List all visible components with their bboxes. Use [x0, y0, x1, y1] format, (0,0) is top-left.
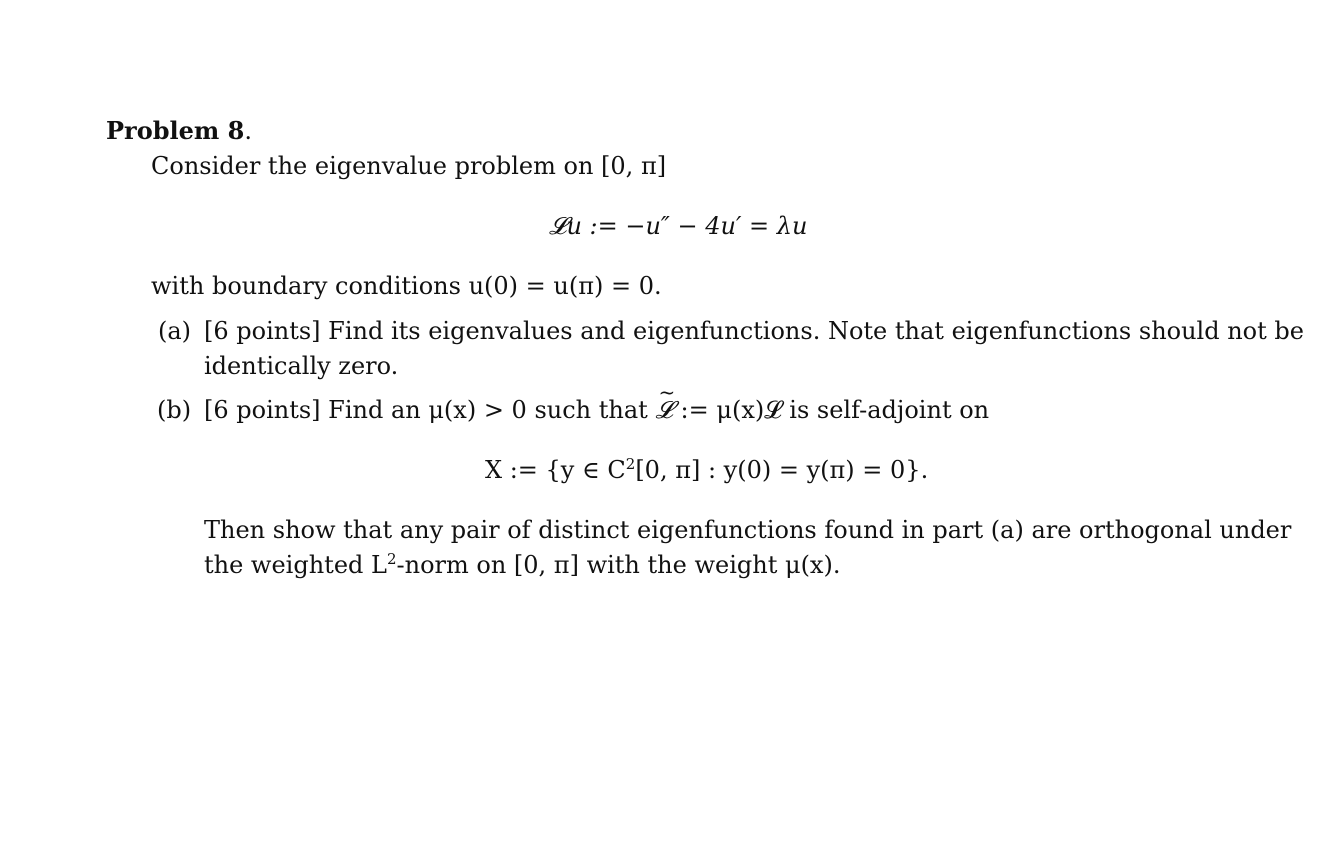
problem-intro: Consider the eigenvalue problem on [0, π]: [151, 152, 667, 180]
then-line2-right: -norm on [0, π] with the weight μ(x).: [396, 551, 841, 579]
then-line2-superscript: 2: [386, 550, 397, 568]
tilde-operator-symbol: ~ 𝓛: [655, 396, 672, 424]
space-def-right: [0, π] : y(0) = y(π) = 0}.: [635, 456, 929, 484]
then-line2-left: the weighted L: [204, 551, 387, 579]
main-equation: 𝓛u := −u″ − 4u′ = λu: [549, 212, 808, 240]
orthogonality-line-1: Then show that any pair of distinct eigenfunctions found in part (a) are orthogonal under: [204, 516, 1292, 544]
part-b-statement: [204, 396, 989, 424]
part-b-text-before: [6 points] Find an μ(x) > 0 such that: [204, 396, 656, 424]
part-b-text-after: := μ(x)𝓛 is self-adjoint on: [672, 396, 990, 424]
part-b-label: (b): [157, 396, 192, 424]
part-a-line-2: identically zero.: [204, 352, 399, 380]
problem-title-text: Problem 8: [106, 116, 245, 145]
part-a-label: (a): [158, 317, 192, 345]
space-def-left: X := {y ∈ C: [485, 456, 626, 484]
problem-title: [106, 116, 252, 145]
problem-title-punct: .: [244, 117, 252, 145]
space-definition: [485, 456, 928, 484]
orthogonality-line-2: [204, 551, 840, 579]
space-def-superscript: 2: [625, 455, 636, 473]
boundary-conditions: with boundary conditions u(0) = u(π) = 0.: [151, 272, 662, 300]
part-a-line-1: [6 points] Find its eigenvalues and eigenfunctions. Note that eigenfunctions should not be: [204, 317, 1304, 345]
